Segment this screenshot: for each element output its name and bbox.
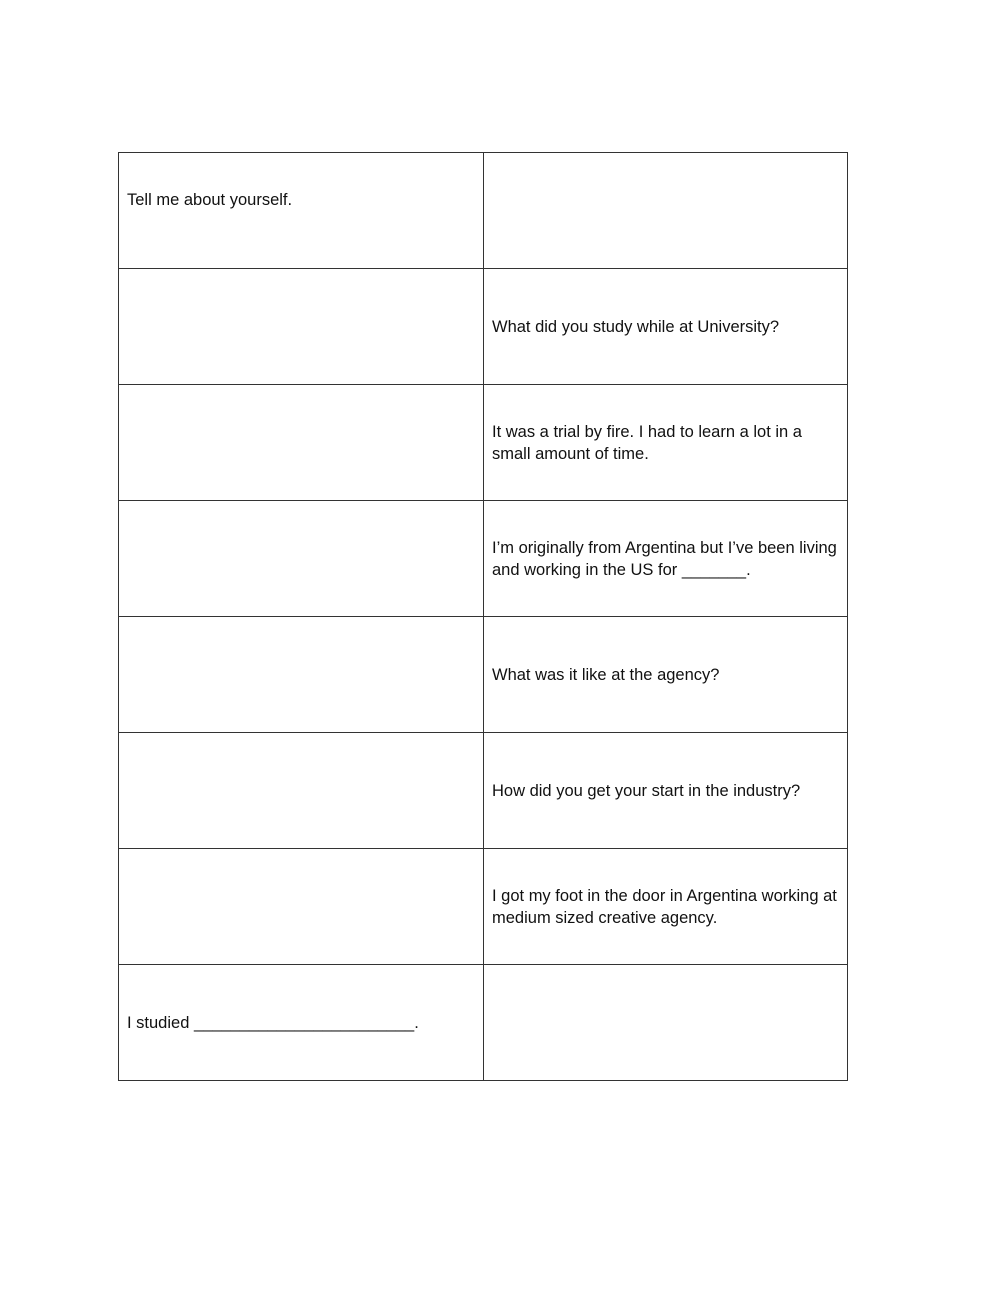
- card-cell-right: [484, 385, 848, 501]
- card-text: I got my foot in the door in Argentina working at medium sized creative agency.: [492, 886, 837, 927]
- table-row: [119, 269, 848, 385]
- card-text: It was a trial by fire. I had to learn a lot in a small amount of time.: [492, 422, 802, 463]
- table-row: [119, 385, 848, 501]
- table-row: [119, 733, 848, 849]
- card-text: What did you study while at University?: [492, 317, 780, 336]
- table-row: [119, 617, 848, 733]
- card-text: I studied ________________________.: [127, 1013, 419, 1032]
- card-text: I’m originally from Argentina but I’ve been living and working in the US for _______.: [492, 538, 837, 579]
- card-cell-right: [484, 965, 848, 1081]
- card-text: How did you get your start in the industry?: [492, 781, 801, 800]
- table-row: [119, 501, 848, 617]
- table-row: [119, 965, 848, 1081]
- table-row: [119, 849, 848, 965]
- card-cell-right: [484, 501, 848, 617]
- card-cell-left: [119, 501, 484, 617]
- card-text: Tell me about yourself.: [127, 190, 293, 209]
- card-cell-right: [484, 617, 848, 733]
- table-row: [119, 153, 848, 269]
- card-cell-right: [484, 849, 848, 965]
- card-cell-left: [119, 385, 484, 501]
- card-cell-right: [484, 153, 848, 269]
- card-cell-left: [119, 849, 484, 965]
- card-text: What was it like at the agency?: [492, 665, 720, 684]
- card-cell-right: [484, 733, 848, 849]
- card-cell-left: [119, 617, 484, 733]
- card-cell-left: [119, 965, 484, 1081]
- card-cell-left: [119, 733, 484, 849]
- card-cell-right: [484, 269, 848, 385]
- card-cell-left: [119, 153, 484, 269]
- card-cell-left: [119, 269, 484, 385]
- interview-card-table: [118, 152, 848, 1081]
